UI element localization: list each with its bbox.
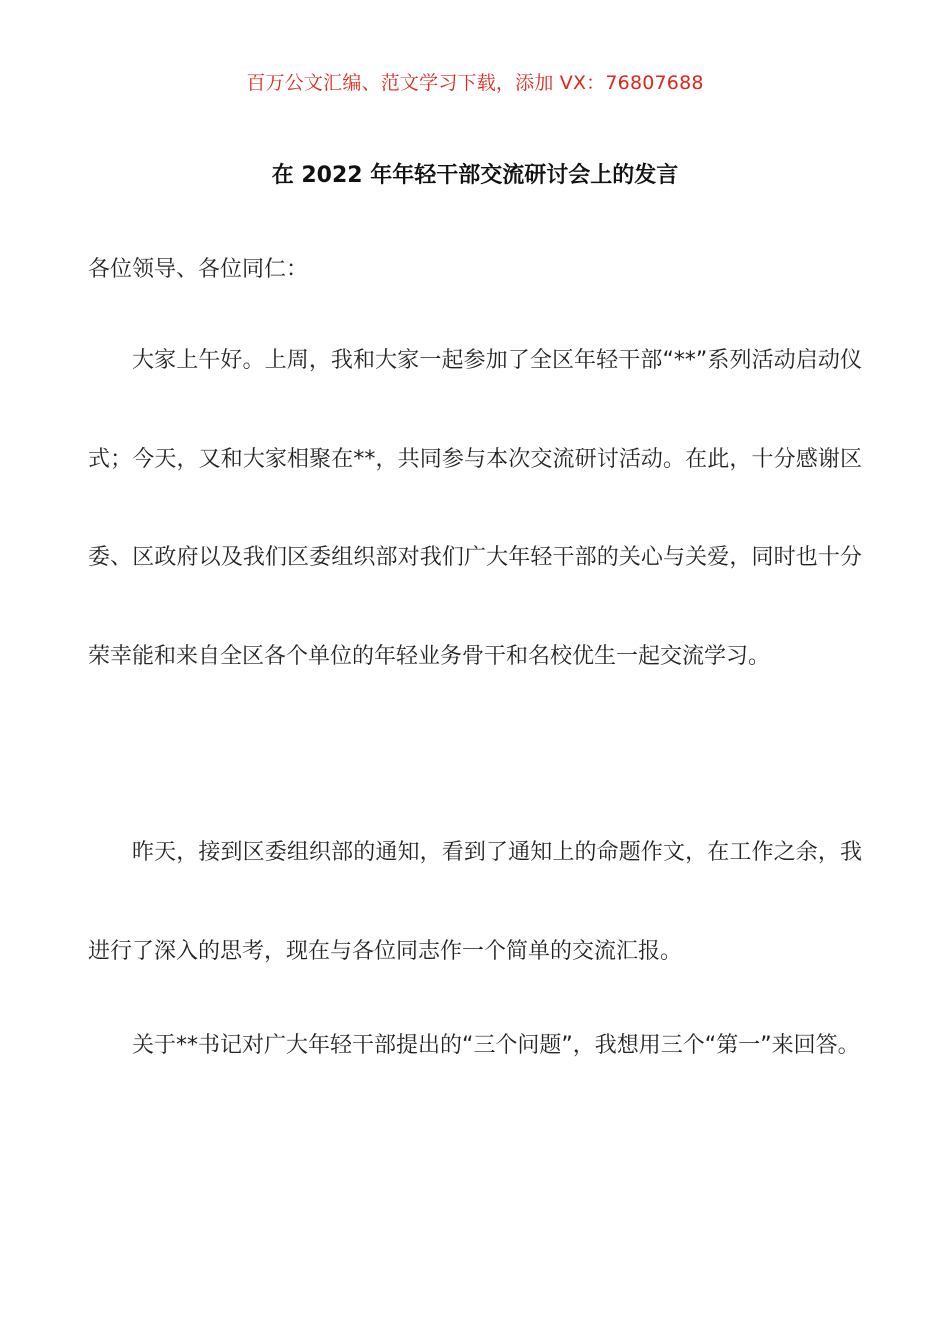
paragraph-1: 大家上午好。上周，我和大家一起参加了全区年轻干部“**”系列活动启动仪式；今天，又和大家相聚在**，共同参与本次交流研讨活动。在此，十分感谢区委、区政府以及我们区委组织部对我们广大年轻干部的关心与关爱，同时也十分荣幸能和来自全区各个单位的年轻业务骨干和名校优生一起交流学习。	[88, 348, 862, 669]
paragraph-2: 昨天，接到区委组织部的通知，看到了通知上的命题作文，在工作之余，我进行了深入的思考，现在与各位同志作一个简单的交流汇报。	[88, 840, 862, 964]
paragraph-3: 关于**书记对广大年轻干部提出的“三个问题”，我想用三个“第一”来回答。	[132, 1033, 860, 1058]
salutation: 各位领导、各位同仁：	[88, 257, 309, 282]
header-watermark-note: 百万公文汇编、范文学习下载，添加 VX：76807688	[246, 72, 704, 94]
document-title: 在 2022 年年轻干部交流研讨会上的发言	[271, 163, 679, 188]
